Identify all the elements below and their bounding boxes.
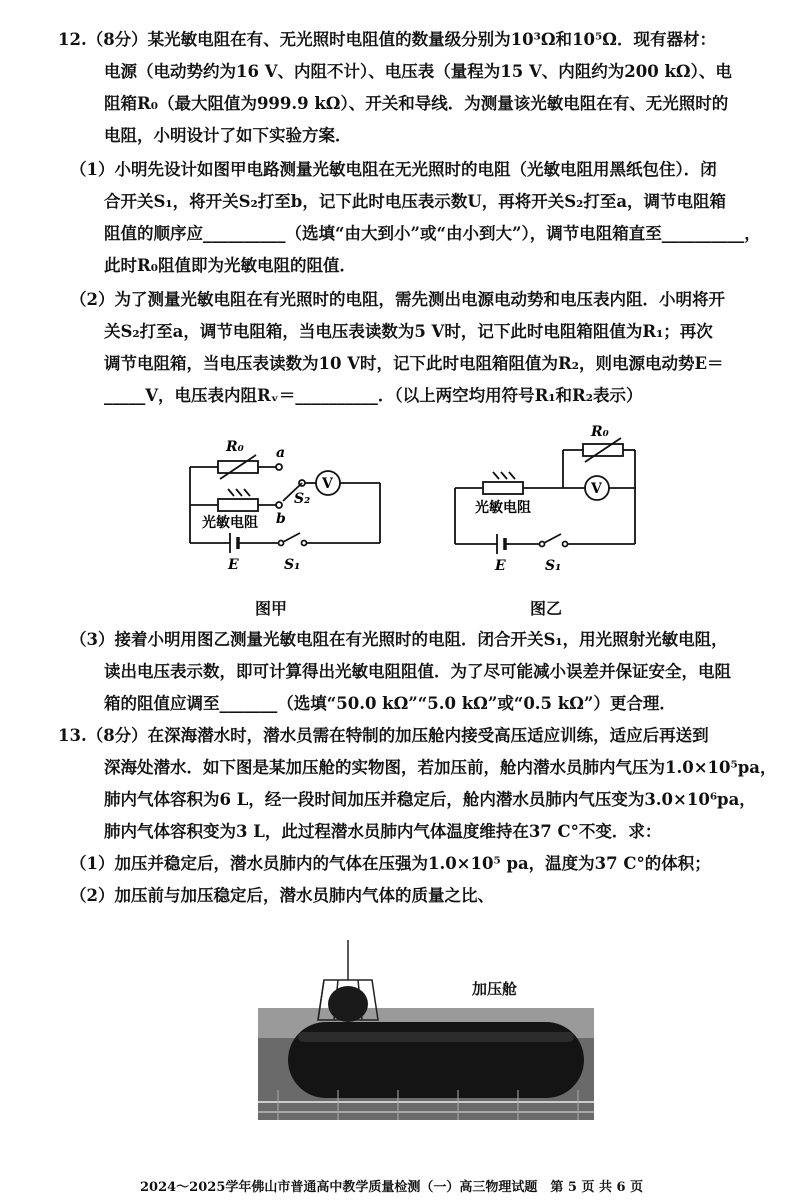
q13-line-4: 肺内气体容积变为3 L，此过程潜水员肺内气体温度维持在37 C°不变．求： xyxy=(104,822,662,841)
yi-voltmeter-label: V xyxy=(591,481,602,497)
q12-line-1: 12.（8分）某光敏电阻在有、无光照时电阻值的数量级分别为10³Ω和10⁵Ω．现有器材： xyxy=(58,30,716,49)
q12-part3-line-3: 箱的阻值应调至_______（选填“50.0 kΩ”“5.0 kΩ”或“0.5 kΩ”）更合理． xyxy=(104,694,676,713)
yi-ldr-label: 光敏电阻 xyxy=(475,500,531,516)
q13-part2: （2）加压前与加压稳定后，潜水员肺内气体的质量之比、 xyxy=(70,886,494,905)
q12-part2-line-1: （2）为了测量光敏电阻在有光照时的电阻，需先测出电源电动势和电压表内阻．小明将开 xyxy=(70,290,725,309)
jia-e-label: E xyxy=(228,557,239,573)
yi-s1-label: S₁ xyxy=(545,558,562,574)
circuit-diagram-yi xyxy=(445,412,645,587)
photo-label: 加压舱 xyxy=(472,980,518,998)
jia-b-label: b xyxy=(276,511,286,527)
q12-part2-line-4: _____V，电压表内阻Rᵥ＝__________．（以上两空均用符号R₁和R₂表示） xyxy=(104,386,643,405)
pressure-chamber-photo xyxy=(258,940,594,1120)
jia-ldr-label: 光敏电阻 xyxy=(202,515,258,531)
fig-jia-caption: 图甲 xyxy=(255,599,288,618)
q12-part1-line-1: （1）小明先设计如图甲电路测量光敏电阻在无光照时的电阻（光敏电阻用黑纸包住）．闭 xyxy=(70,160,717,179)
q12-line-2: 电源（电动势约为16 V、内阻不计）、电压表（量程为15 V、内阻约为200 kΩ）、电 xyxy=(104,62,732,81)
yi-r0-label: R₀ xyxy=(591,424,609,440)
q12-part3-line-2: 读出电压表示数，即可计算得出光敏电阻阻值．为了尽可能减小误差并保证安全，电阻 xyxy=(104,662,731,681)
jia-s2-label: S₂ xyxy=(294,491,311,507)
circuit-diagram-jia xyxy=(180,425,400,585)
jia-voltmeter-label: V xyxy=(322,476,333,492)
yi-e-label: E xyxy=(495,558,506,574)
q12-line-3: 阻箱R₀（最大阻值为999.9 kΩ）、开关和导线．为测量该光敏电阻在有、无光照时的 xyxy=(104,94,729,113)
q13-part1: （1）加压并稳定后，潜水员肺内的气体在压强为1.0×10⁵ pa，温度为37 C°的体积； xyxy=(70,854,711,873)
q12-part2-line-2: 关S₂打至a，调节电阻箱，当电压表读数为5 V时，记下此时电阻箱阻值为R₁；再次 xyxy=(104,322,713,341)
q12-part1-line-4: 此时R₀阻值即为光敏电阻的阻值． xyxy=(104,256,356,275)
q12-part2-line-3: 调节电阻箱，当电压表读数为10 V时，记下此时电阻箱阻值为R₂，则电源电动势E＝ xyxy=(104,354,724,373)
q13-line-1: 13.（8分）在深海潜水时，潜水员需在特制的加压舱内接受高压适应训练，适应后再送到 xyxy=(58,726,709,745)
q12-part1-line-2: 合开关S₁，将开关S₂打至b，记下此时电压表示数U，再将开关S₂打至a，调节电阻箱 xyxy=(104,192,727,211)
jia-r0-label: R₀ xyxy=(226,439,244,455)
page-footer: 2024～2025学年佛山市普通高中教学质量检测（一）高三物理试题 第 5 页 共 6 页 xyxy=(140,1180,644,1195)
q12-line-4: 电阻，小明设计了如下实验方案． xyxy=(104,126,352,145)
jia-a-label: a xyxy=(276,445,286,461)
q13-line-3: 肺内气体容积为6 L，经一段时间加压并稳定后，舱内潜水员肺内气压变为3.0×10⁶pa， xyxy=(104,790,756,809)
q13-line-2: 深海处潜水．如下图是某加压舱的实物图，若加压前，舱内潜水员肺内气压为1.0×10⁵pa， xyxy=(104,758,777,777)
jia-s1-label: S₁ xyxy=(284,557,301,573)
q12-part3-line-1: （3）接着小明用图乙测量光敏电阻在有光照时的电阻．闭合开关S₁，用光照射光敏电阻， xyxy=(70,630,728,649)
q12-part1-line-3: 阻值的顺序应__________（选填“由大到小”或“由小到大”），调节电阻箱直至__________， xyxy=(104,224,761,243)
fig-yi-caption: 图乙 xyxy=(530,599,563,618)
